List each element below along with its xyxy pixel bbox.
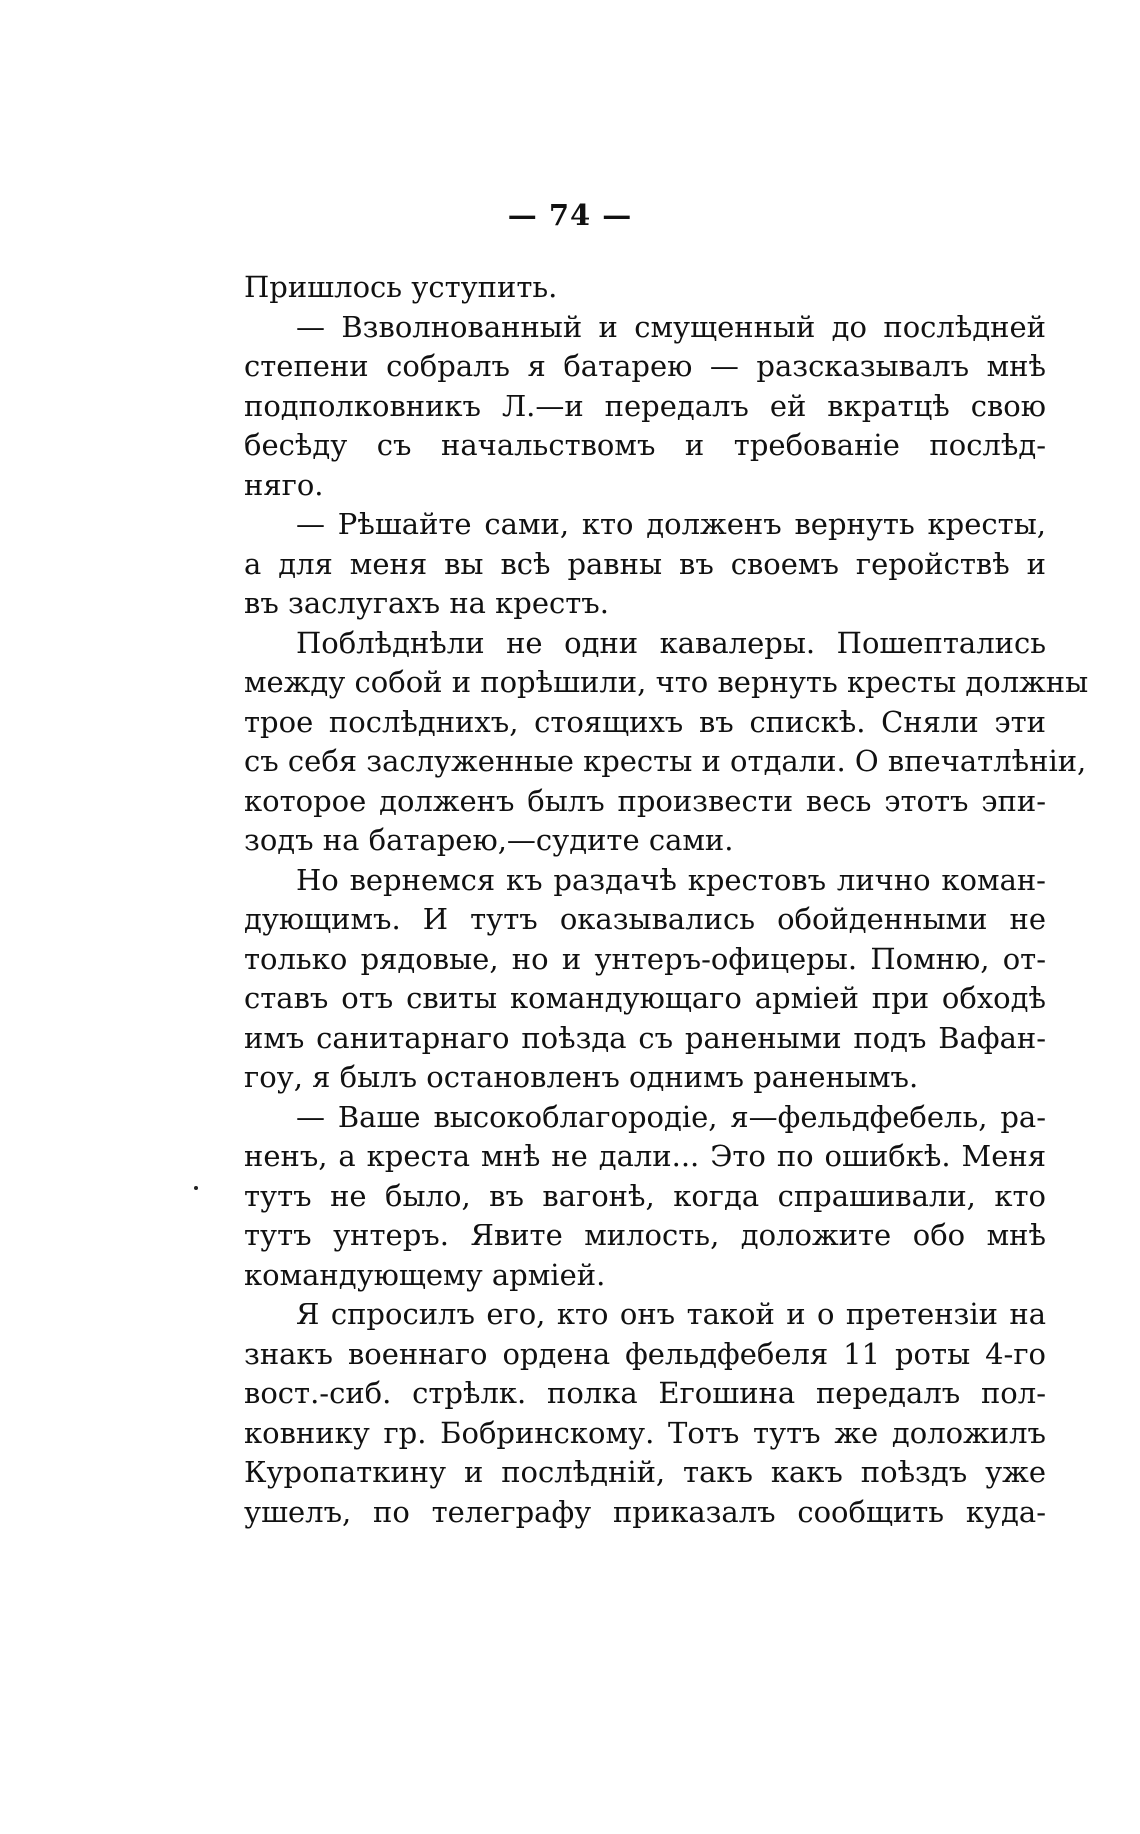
text-line: Куропаткину и послѣдній, такъ какъ поѣздъ уже bbox=[244, 1455, 1046, 1489]
text-line: имъ санитарнаго поѣзда съ ранеными подъ Вафан- bbox=[244, 1020, 1046, 1055]
text-line: а для меня вы всѣ равны въ своемъ геройствѣ и bbox=[244, 546, 1046, 581]
text-line: дующимъ. И тутъ оказывались обойденными не bbox=[244, 902, 1046, 936]
text-line: гоу, я былъ остановленъ однимъ раненымъ. bbox=[244, 1060, 919, 1094]
text-line: трое послѣднихъ, стоящихъ въ спискѣ. Сняли эти bbox=[244, 704, 1046, 739]
text-line: подполковникъ Л.—и передалъ ей вкратцѣ свою bbox=[244, 388, 1046, 423]
text-line: Я спросилъ его, кто онъ такой и о претензіи на bbox=[296, 1297, 1046, 1331]
text-line: тутъ не было, въ вагонѣ, когда спрашивали, кто bbox=[244, 1178, 1046, 1213]
text-line: знакъ военнаго ордена фельдфебеля 11 роты 4-го bbox=[244, 1336, 1046, 1371]
text-line: Пришлось уступить. bbox=[244, 270, 558, 304]
text-line: зодъ на батарею,—судите сами. bbox=[244, 823, 734, 857]
text-line: — Ваше высокоблагородіе, я—фельдфебель, ра- bbox=[296, 1099, 1046, 1134]
page-number: — 74 — bbox=[507, 198, 633, 232]
text-line: Но вернемся къ раздачѣ крестовъ лично коман- bbox=[296, 862, 1046, 897]
text-line: няго. bbox=[244, 467, 324, 502]
text-line: Поблѣднѣли не одни кавалеры. Пошептались bbox=[296, 625, 1046, 660]
text-line: ковнику гр. Бобринскому. Тотъ тутъ же доложилъ bbox=[244, 1415, 1046, 1450]
page-text bbox=[244, 268, 1089, 1532]
text-line: въ заслугахъ на крестъ. bbox=[244, 586, 609, 620]
text-line: — Рѣшайте сами, кто долженъ вернуть кресты, bbox=[296, 507, 1046, 541]
print-speck bbox=[194, 1186, 198, 1190]
text-line: которое долженъ былъ произвести весь этотъ эпи- bbox=[244, 783, 1046, 818]
text-line: — Взволнованный и смущенный до послѣдней bbox=[296, 309, 1046, 344]
text-line: бесѣду съ начальствомъ и требованіе послѣд- bbox=[244, 428, 1046, 462]
text-line: командующему арміей. bbox=[244, 1257, 606, 1292]
text-line: ненъ, а креста мнѣ не дали... Это по ошибкѣ. Меня bbox=[244, 1139, 1046, 1173]
text-line: тутъ унтеръ. Явите милость, доложите обо мнѣ bbox=[244, 1218, 1046, 1252]
text-line: съ себя заслуженные кресты и отдали. О впечатлѣніи, bbox=[244, 744, 1087, 778]
text-line: между собой и порѣшили, что вернуть кресты должны bbox=[244, 665, 1089, 699]
text-line: только рядовые, но и унтеръ-офицеры. Помню, от- bbox=[244, 941, 1046, 976]
text-line: ставъ отъ свиты командующаго арміей при обходѣ bbox=[244, 981, 1046, 1015]
text-line: степени собралъ я батарею — разсказывалъ мнѣ bbox=[244, 349, 1046, 383]
text-line: вост.-сиб. стрѣлк. полка Егошина передалъ пол- bbox=[244, 1376, 1046, 1410]
text-line: ушелъ, по телеграфу приказалъ сообщить куда- bbox=[244, 1494, 1046, 1529]
